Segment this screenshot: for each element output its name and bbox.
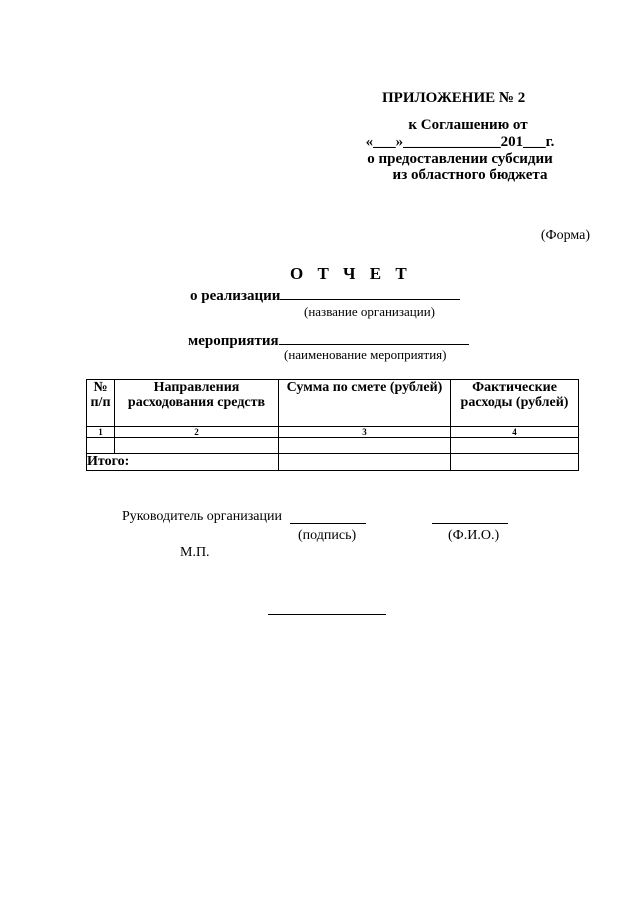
column-number-3: 3 xyxy=(279,427,451,438)
agreement-line: к Соглашению от xyxy=(408,117,528,133)
org-name-blank xyxy=(280,285,460,300)
agreement-subject: о предоставлении субсидии xyxy=(367,151,553,167)
name-hint: (Ф.И.О.) xyxy=(448,528,500,543)
report-title: О Т Ч Е Т xyxy=(290,264,412,283)
appendix-title: ПРИЛОЖЕНИЕ № 2 xyxy=(382,90,526,106)
table-total-row xyxy=(87,454,579,471)
signature-label: Руководитель организации xyxy=(122,509,282,524)
table-cell[interactable] xyxy=(451,438,579,454)
table-cell[interactable] xyxy=(115,438,279,454)
total-estimate-cell[interactable] xyxy=(279,454,451,471)
agreement-budget: из областного бюджета xyxy=(392,167,548,183)
name-line xyxy=(432,523,508,524)
form-label: (Форма) xyxy=(540,228,590,243)
realization-line xyxy=(190,285,460,305)
total-actual-cell[interactable] xyxy=(451,454,579,471)
table-row xyxy=(87,438,579,454)
footer-line xyxy=(268,614,386,615)
agreement-date: «___»_____________201___г. xyxy=(365,134,555,150)
table-cell[interactable] xyxy=(87,438,115,454)
column-number-4: 4 xyxy=(451,427,579,438)
seal-label: М.П. xyxy=(180,545,210,560)
table-number-row xyxy=(87,427,579,438)
signature-line xyxy=(290,523,366,524)
column-header-directions: Направления расходования средств xyxy=(115,380,279,427)
org-name-hint: (название организации) xyxy=(304,304,435,319)
table-header-row xyxy=(87,380,579,427)
realization-label: о реализации xyxy=(190,288,281,304)
column-number-2: 2 xyxy=(115,427,279,438)
column-header-number: № п/п xyxy=(87,380,115,427)
event-label: мероприятия xyxy=(188,333,279,349)
column-number-1: 1 xyxy=(87,427,115,438)
table-cell[interactable] xyxy=(279,438,451,454)
event-name-hint: (наименование мероприятия) xyxy=(284,347,447,362)
total-label: Итого: xyxy=(87,454,279,471)
report-table xyxy=(86,379,579,471)
event-name-blank xyxy=(279,330,469,345)
column-header-estimate: Сумма по смете (рублей) xyxy=(279,380,451,427)
signature-hint: (подпись) xyxy=(298,528,357,543)
column-header-actual: Фактические расходы (рублей) xyxy=(451,380,579,427)
